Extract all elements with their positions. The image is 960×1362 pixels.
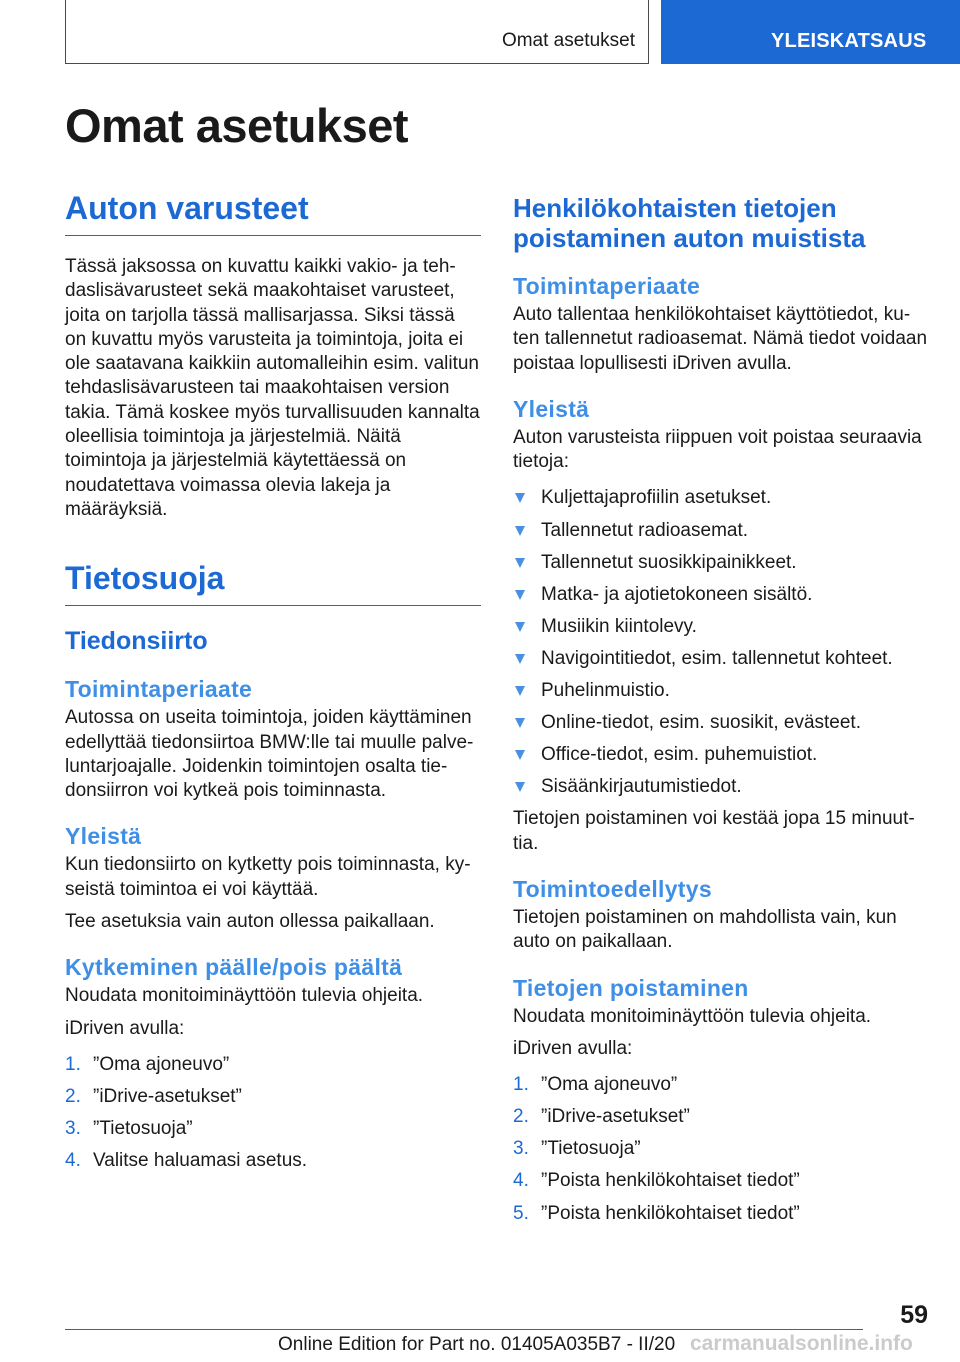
page-number: 59: [900, 1301, 928, 1329]
heading-yleista: Yleistä: [65, 823, 142, 850]
footer-divider: [65, 1329, 863, 1330]
list-item: [513, 775, 929, 799]
step-text: ”Tietosuoja”: [93, 1118, 193, 1140]
tietojen-poistaminen-text-2: iDriven avulla:: [513, 1037, 633, 1059]
toimintoedellytys-text: Tietojen poistaminen on mahdollista vain, kun auto on paikallaan.: [513, 907, 897, 953]
step-text: ”Oma ajoneuvo”: [93, 1053, 230, 1075]
step-number: 4.: [65, 1150, 81, 1172]
list-item: [513, 711, 929, 735]
heading-tietosuoja: Tietosuoja: [65, 560, 481, 606]
list-item: [65, 1053, 481, 1077]
duration-text: Tietojen poistaminen voi kestää jopa 15 minuuttia.: [513, 808, 915, 854]
step-number: 1.: [513, 1074, 529, 1096]
triangle-bullet-icon: [515, 654, 525, 664]
step-number: 3.: [513, 1138, 529, 1160]
list-item: [65, 1085, 481, 1109]
bullet-text: Tallennetut suosikkipainikkeet.: [541, 551, 797, 573]
heading-henkilokohtaisten-tietojen-poistaminen: Henkilökohtaisten tietojen poistaminen auton muistista: [513, 193, 866, 253]
step-text: ”Poista henkilökohtaiset tiedot”: [541, 1170, 800, 1192]
list-item: [513, 1169, 929, 1193]
triangle-bullet-icon: [515, 782, 525, 792]
heading-toimintaperiaate-right: Toimintaperiaate: [513, 273, 701, 299]
auton-varusteet-text: Tässä jaksossa on kuvattu kaikki vakio- ja tehdaslisävarusteet sekä maakohtaiset varusteet, joita on tarjolla tässä mallisarjassa. Siksi tässä on kuvattu myös varusteita ja toimintoja, joita ei ole saatavana kaikkiin automalleihin esim. valitun tehdaslisävarusteen tai maakohtaisen version takia. Tämä koskee myös turvallisuuden kannalta oleellisia toimintoja ja järjestelmiä. Näitä toimintoja ja järjestelmiä käytettäessä on noudatettava voimassa olevia lakeja ja määräyksiä.: [65, 256, 480, 520]
list-item: [513, 743, 929, 767]
list-item: [513, 583, 929, 607]
right-steps-list: [513, 1073, 929, 1226]
heading-yleista-right: Yleistä: [513, 395, 590, 422]
step-number: 5.: [513, 1202, 529, 1224]
list-item: [513, 551, 929, 575]
list-item: [513, 1073, 929, 1097]
bullet-text: Tallennetut radioasemat.: [541, 519, 749, 541]
yleista-text-2: Tee asetuksia vain auton ollessa paikallaan.: [65, 911, 435, 933]
step-number: 2.: [65, 1086, 81, 1108]
list-item: [65, 1117, 481, 1141]
heading-auton-varusteet: Auton varusteet: [65, 190, 481, 236]
tietojen-poistaminen-text-1: Noudata monitoiminäyttöön tulevia ohjeita.: [513, 1005, 872, 1027]
list-item: [513, 1202, 929, 1226]
bullet-text: Sisäänkirjautumistiedot.: [541, 776, 742, 798]
step-text: ”Oma ajoneuvo”: [541, 1074, 678, 1096]
heading-tietojen-poistaminen: Tietojen poistaminen: [513, 974, 749, 1001]
step-number: 4.: [513, 1170, 529, 1192]
left-column: [65, 190, 481, 1181]
triangle-bullet-icon: [515, 526, 525, 536]
bullet-text: Musiikin kiintolevy.: [541, 615, 697, 637]
step-number: 1.: [65, 1053, 81, 1075]
list-item: [513, 486, 929, 510]
list-item: [513, 679, 929, 703]
watermark: carmanualsonline.info: [690, 1332, 913, 1355]
list-item: [513, 1137, 929, 1161]
bullet-text: Matka- ja ajotietokoneen sisältö.: [541, 583, 813, 605]
step-text: ”iDrive-asetukset”: [93, 1086, 242, 1108]
triangle-bullet-icon: [515, 686, 525, 696]
heading-tiedonsiirto: Tiedonsiirto: [65, 627, 208, 656]
list-item: [65, 1149, 481, 1173]
heading-kytkeminen: Kytkeminen päälle/pois päältä: [65, 954, 403, 981]
bullet-text: Office-tiedot, esim. puhemuistiot.: [541, 744, 818, 766]
step-text: ”Tietosuoja”: [541, 1138, 641, 1160]
triangle-bullet-icon: [515, 750, 525, 760]
triangle-bullet-icon: [515, 558, 525, 568]
triangle-bullet-icon: [515, 622, 525, 632]
kytkeminen-text-2: iDriven avulla:: [65, 1017, 185, 1039]
footer-edition-text: Online Edition for Part no. 01405A035B7 - II/20: [278, 1334, 676, 1355]
toimintaperiaate-right-text: Auto tallentaa henkilökohtaiset käyttötiedot, kuten tallennetut radioasemat. Nämä tiedot voidaan poistaa lopullisesti iDriven avulla.: [513, 304, 928, 374]
right-column: [513, 190, 929, 1234]
list-item: [513, 519, 929, 543]
bullet-text: Puhelinmuistio.: [541, 680, 670, 702]
triangle-bullet-icon: [515, 590, 525, 600]
step-text: Valitse haluamasi asetus.: [93, 1150, 308, 1172]
page-title: Omat asetukset: [65, 99, 409, 152]
heading-toimintaperiaate: Toimintaperiaate: [65, 676, 253, 703]
list-item: [513, 615, 929, 639]
kytkeminen-text-1: Noudata monitoiminäyttöön tulevia ohjeita.: [65, 985, 424, 1007]
left-steps-list: [65, 1053, 481, 1174]
list-item: [513, 1105, 929, 1129]
yleista-text-1: Kun tiedonsiirto on kytketty pois toiminnasta, kyseistä toimintoa ei voi käyttää.: [65, 854, 471, 900]
triangle-bullet-icon: [515, 493, 525, 503]
step-text: ”Poista henkilökohtaiset tiedot”: [541, 1202, 800, 1224]
list-item: [513, 647, 929, 671]
heading-toimintoedellytys: Toimintoedellytys: [513, 876, 712, 903]
header-section-title: Omat asetukset: [501, 30, 635, 51]
toimintaperiaate-text: Autossa on useita toimintoja, joiden käyttäminen edellyttää tiedonsiirtoa BMW:lle tai muulle palveluntarjoajalle. Joidenkin toimintojen osalta tiedonsiirron voi kytkeä pois toiminnasta.: [65, 707, 474, 802]
bullet-text: Navigointitiedot, esim. tallennetut kohteet.: [541, 647, 893, 669]
header-chapter-tab[interactable]: YLEISKATSAUS: [661, 0, 960, 64]
step-number: 2.: [513, 1106, 529, 1128]
bullet-text: Online-tiedot, esim. suosikit, evästeet.: [541, 712, 861, 734]
deletable-data-list: [513, 486, 929, 799]
step-text: ”iDrive-asetukset”: [541, 1106, 690, 1128]
bullet-text: Kuljettajaprofiilin asetukset.: [541, 487, 772, 509]
step-number: 3.: [65, 1118, 81, 1140]
yleista-right-text: Auton varusteista riippuen voit poistaa seuraavia tietoja:: [513, 426, 922, 473]
triangle-bullet-icon: [515, 718, 525, 728]
